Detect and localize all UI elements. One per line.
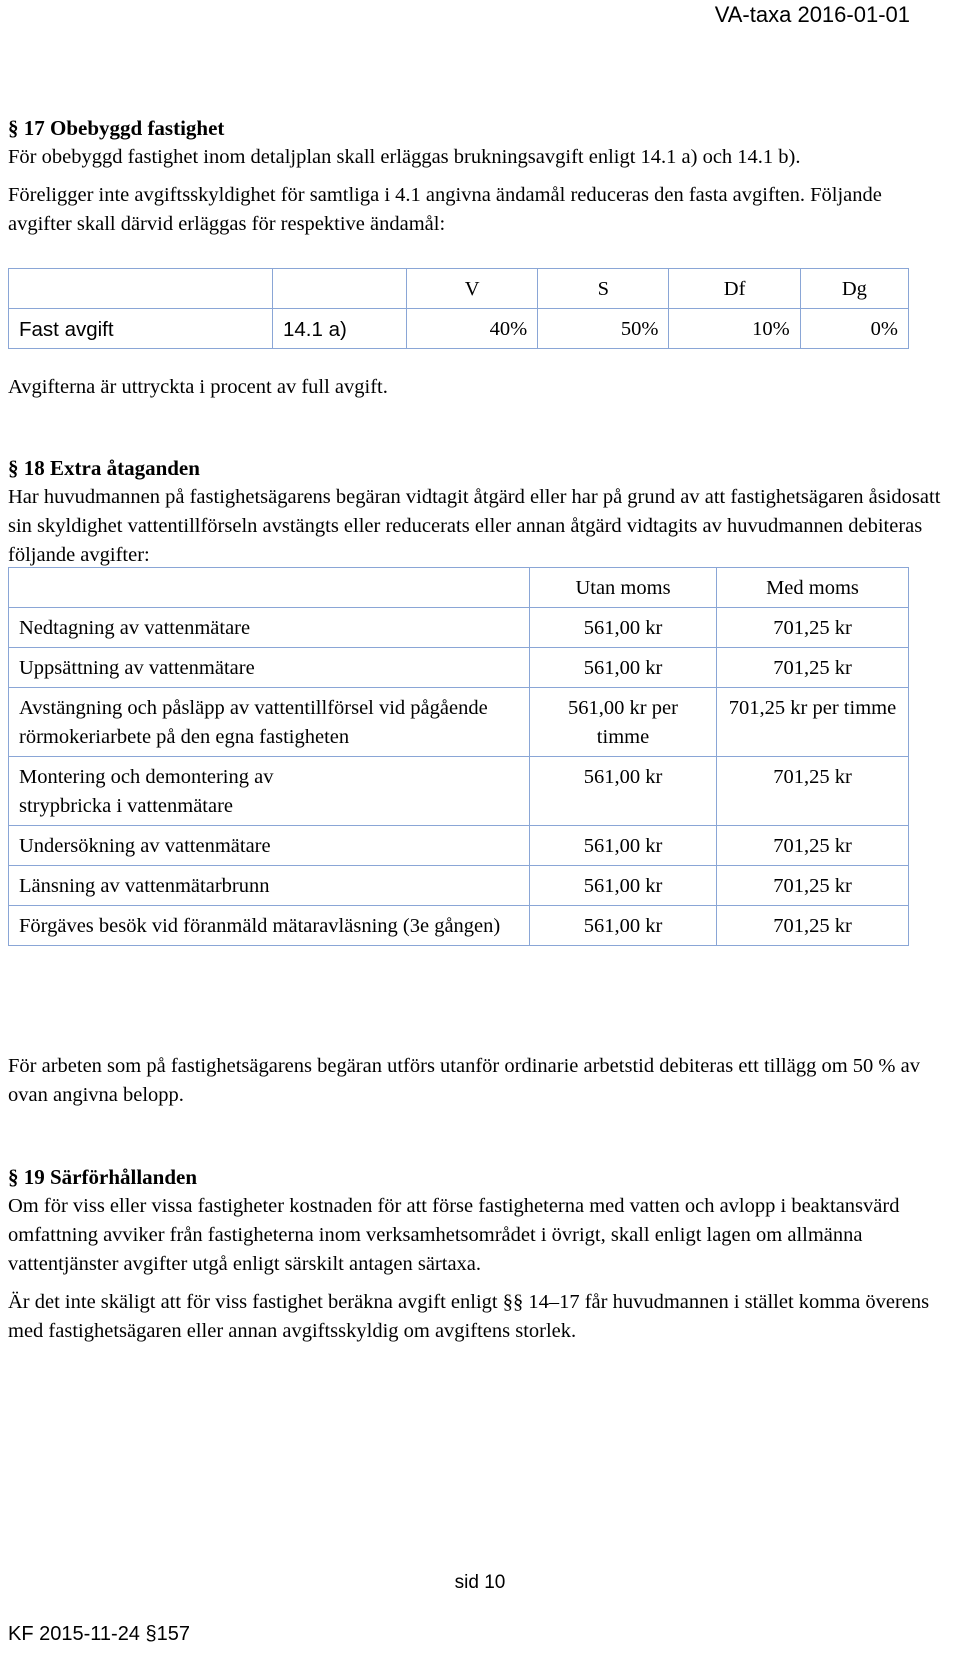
table-cell: 701,25 kr bbox=[717, 866, 909, 906]
table-header-cell: Utan moms bbox=[530, 568, 717, 608]
table-row bbox=[9, 866, 909, 906]
section-18-paragraph-1: Har huvudmannen på fastighetsägarens begäran vidtagit åtgärd eller har på grund av att fastighetsägaren åsidosatt sin skyldighet vattentillförseln avstängts eller reducerats eller annan åtgärd vidtagits av huvudmannen debiteras följande avgifter: bbox=[8, 486, 941, 566]
section-18-paragraph-2: För arbeten som på fastighetsägarens begäran utförs utanför ordinarie arbetstid debiteras ett tillägg om 50 % av ovan angivna belopp. bbox=[8, 1055, 920, 1106]
table-row bbox=[9, 688, 909, 757]
section-17-paragraph-2: Föreligger inte avgiftsskyldighet för samtliga i 4.1 angivna ändamål reduceras den fasta avgiften. Följande avgifter skall därvid erläggas för respektive ändamål: bbox=[8, 184, 882, 235]
table-header-cell bbox=[9, 269, 273, 309]
table-header-cell: V bbox=[407, 269, 538, 309]
table-header-row bbox=[9, 568, 909, 608]
table-cell: 561,00 kr bbox=[530, 648, 717, 688]
table-cell: 561,00 kr bbox=[530, 866, 717, 906]
table-row bbox=[9, 648, 909, 688]
table-header-cell: S bbox=[538, 269, 669, 309]
page-number: sid 10 bbox=[454, 1572, 506, 1593]
section-18-heading: § 18 Extra åtaganden bbox=[8, 456, 200, 480]
table-cell: 561,00 kr bbox=[530, 608, 717, 648]
section-18-table bbox=[8, 567, 909, 946]
section-18 bbox=[8, 454, 948, 570]
table-header-cell: Dg bbox=[800, 269, 908, 309]
table-cell: 14.1 a) bbox=[273, 309, 407, 349]
table-cell: 701,25 kr bbox=[717, 826, 909, 866]
table-cell: 561,00 kr bbox=[530, 906, 717, 946]
table-header-cell bbox=[9, 568, 530, 608]
section-17-note: Avgifterna är uttryckta i procent av full avgift. bbox=[8, 376, 388, 398]
table-cell: Länsning av vattenmätarbrunn bbox=[9, 866, 530, 906]
table-cell: 10% bbox=[669, 309, 800, 349]
footer-reference: KF 2015-11-24 §157 bbox=[8, 1623, 190, 1645]
table-cell: 701,25 kr per timme bbox=[717, 688, 909, 757]
table-row bbox=[9, 608, 909, 648]
section-19-paragraph-1: Om för viss eller vissa fastigheter kostnaden för att förse fastigheterna med vatten och avlopp i beaktansvärd omfattning avviker från fastigheterna inom verksamhetsområdet i övrigt, skall enligt lagen om allmänna vattentjänster avgifter utgå enligt särskilt antagen särtaxa. bbox=[8, 1195, 900, 1275]
table-cell: 701,25 kr bbox=[717, 648, 909, 688]
table-header-cell bbox=[273, 269, 407, 309]
table-row bbox=[9, 757, 909, 826]
section-17-table bbox=[8, 268, 909, 349]
table-cell: Förgäves besök vid föranmäld mätaravläsning (3e gången) bbox=[9, 906, 530, 946]
table-cell: 561,00 kr bbox=[530, 757, 717, 826]
section-17-paragraph-1: För obebyggd fastighet inom detaljplan skall erläggas brukningsavgift enligt 14.1 a) och 14.1 b). bbox=[8, 146, 801, 168]
section-17 bbox=[8, 114, 948, 239]
table-header-cell: Med moms bbox=[717, 568, 909, 608]
section-19-paragraph-2: Är det inte skäligt att för viss fastighet beräkna avgift enligt §§ 14–17 får huvudmannen i stället komma överens med fastighetsägaren eller annan avgiftsskyldig om avgiftens storlek. bbox=[8, 1291, 930, 1342]
section-17-heading: § 17 Obebyggd fastighet bbox=[8, 116, 225, 140]
table-row bbox=[9, 826, 909, 866]
table-cell: 701,25 kr bbox=[717, 906, 909, 946]
table-row bbox=[9, 906, 909, 946]
table-cell: Nedtagning av vattenmätare bbox=[9, 608, 530, 648]
table-header-cell: Df bbox=[669, 269, 800, 309]
table-cell: 40% bbox=[407, 309, 538, 349]
table-row bbox=[9, 309, 909, 349]
table-cell: 561,00 kr per timme bbox=[530, 688, 717, 757]
table-cell: Uppsättning av vattenmätare bbox=[9, 648, 530, 688]
table-cell: Undersökning av vattenmätare bbox=[9, 826, 530, 866]
document-header: VA-taxa 2016-01-01 bbox=[714, 2, 910, 27]
table-cell: 561,00 kr bbox=[530, 826, 717, 866]
table-cell: Montering och demontering av strypbricka i vattenmätare bbox=[9, 757, 530, 826]
section-19 bbox=[8, 1163, 948, 1346]
table-cell: 701,25 kr bbox=[717, 608, 909, 648]
table-cell: 50% bbox=[538, 309, 669, 349]
section-19-heading: § 19 Särförhållanden bbox=[8, 1165, 198, 1189]
table-cell: 701,25 kr bbox=[717, 757, 909, 826]
table-header-row bbox=[9, 269, 909, 309]
table-cell: Avstängning och påsläpp av vattentillförsel vid pågående rörmokeriarbete på den egna fastigheten bbox=[9, 688, 530, 757]
table-cell: Fast avgift bbox=[9, 309, 273, 349]
table-cell: 0% bbox=[800, 309, 908, 349]
